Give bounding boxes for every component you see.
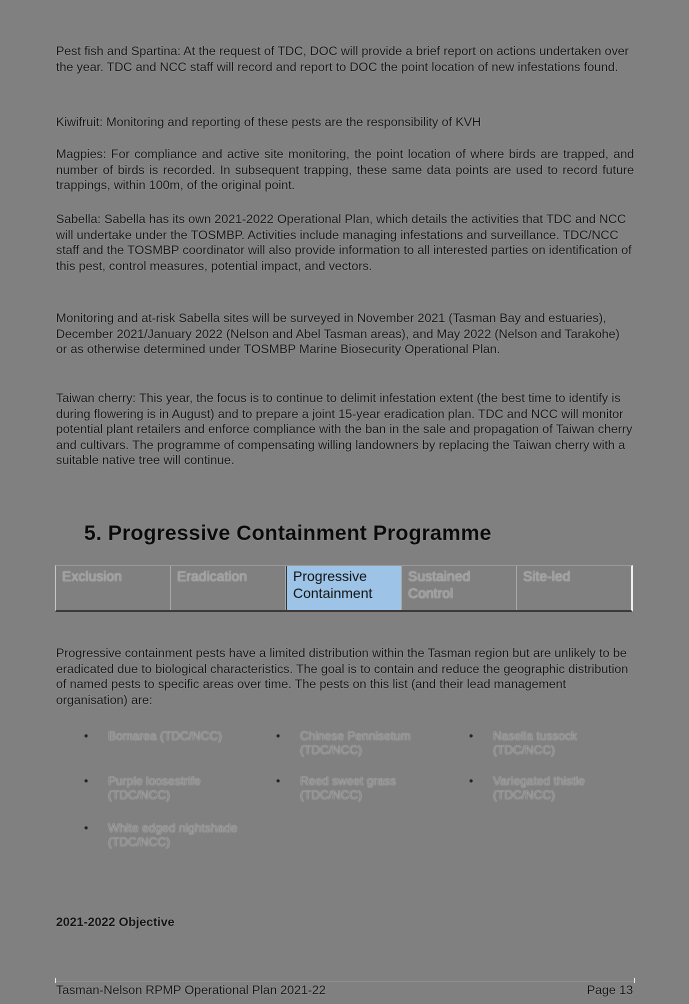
intro-paragraph: Progressive containment pests have a limited distribution within the Tasman region but are unlikely to be eradicated due to biological characteristics. The goal is to contain and reduce the geographic distribution of named pests to specific areas over time. The pests on this list (and their lead management organisation) are: <box>56 646 629 707</box>
pest-name: Reed sweet grass (TDC/NCC) <box>300 774 397 802</box>
list-item <box>276 729 426 757</box>
objective-heading: 2021-2022 Objective <box>56 915 175 929</box>
pest-name: Purple loosestrife (TDC/NCC) <box>108 774 201 802</box>
list-item <box>84 774 219 802</box>
stage-site-led: Site-led <box>523 568 571 584</box>
stage-progressive-containment: Progressive Containment <box>286 566 402 610</box>
magpies-paragraph: Magpies: For compliance and active site monitoring, the point location of where birds are trapped, and number of birds is recorded. In subsequent trapping, these same data points are used to record future trappings, within 100m, of the original point. <box>56 147 634 193</box>
bullet-icon: • <box>276 729 281 743</box>
pest-name: Nasella tussock (TDC/NCC) <box>493 729 578 757</box>
pest-name: Variegated thistle (TDC/NCC) <box>493 774 585 802</box>
pest-name: Bomarea (TDC/NCC) <box>108 729 223 743</box>
pest-name: White edged nightshade (TDC/NCC) <box>108 821 238 849</box>
pest-name: Chinese Pennisetum (TDC/NCC) <box>300 729 411 757</box>
section-title: Progressive Containment Programme <box>107 522 492 545</box>
bullet-icon: • <box>469 729 474 743</box>
list-item <box>276 774 416 802</box>
stage-exclusion: Exclusion <box>56 566 171 610</box>
programme-stage-table <box>55 565 633 612</box>
footer-right-tick <box>634 978 635 983</box>
bullet-icon: • <box>84 774 89 788</box>
stage-sustained-control: Sustained Control <box>402 566 517 610</box>
bullet-icon: • <box>84 729 89 743</box>
footer-page-number: Page 13 <box>586 983 633 997</box>
list-item <box>84 821 249 849</box>
footer-divider <box>55 981 635 982</box>
kiwifruit-paragraph: Kiwifruit: Monitoring and reporting of these pests are the responsibility of KVH <box>56 115 481 129</box>
sabella-monitoring-paragraph: Monitoring and at-risk Sabella sites will be surveyed in November 2021 (Tasman Bay and estuaries), December 2021/January 2022 (Nelson and Abel Tasman areas), and May 2022 (Nelson and Tarakohe) or as otherwise determined under TOSMBP Marine Biosecurity Operational Plan. <box>56 311 620 357</box>
bullet-icon: • <box>84 821 89 835</box>
bullet-icon: • <box>276 774 281 788</box>
list-item <box>469 729 579 757</box>
section-number: 5. <box>84 522 102 545</box>
sabella-paragraph: Sabella: Sabella has its own 2021-2022 Operational Plan, which details the activities that TDC and NCC will undertake under the TOSMBP. Activities include managing infestations and surveillance. TDC/NCC staff and the TOSMBP coordinator will also provide information to all interested parties on identification of this pest, control measures, potential impact, and vectors. <box>56 212 632 273</box>
footer-document-title: Tasman-Nelson RPMP Operational Plan 2021-22 <box>56 983 326 997</box>
pest-fish-paragraph: Pest fish and Spartina: At the request of TDC, DOC will provide a brief report on actions undertaken over the year. TDC and NCC staff will record and report to DOC the point location of new infestations found. <box>56 44 629 74</box>
taiwan-cherry-paragraph: Taiwan cherry: This year, the focus is to continue to delimit infestation extent (the best time to identify is during flowering is in August) and to prepare a joint 15-year eradication plan. TDC and NCC will monitor potential plant retailers and enforce compliance with the ban in the sale and propagation of Taiwan cherry and cultivars. The programme of compensating willing landowners by replacing the Taiwan cherry with a suitable native tree will continue. <box>56 391 633 468</box>
list-item <box>84 729 254 743</box>
bullet-icon: • <box>469 774 474 788</box>
stage-eradication: Eradication <box>171 566 286 610</box>
section-heading <box>84 522 491 546</box>
list-item <box>469 774 594 802</box>
